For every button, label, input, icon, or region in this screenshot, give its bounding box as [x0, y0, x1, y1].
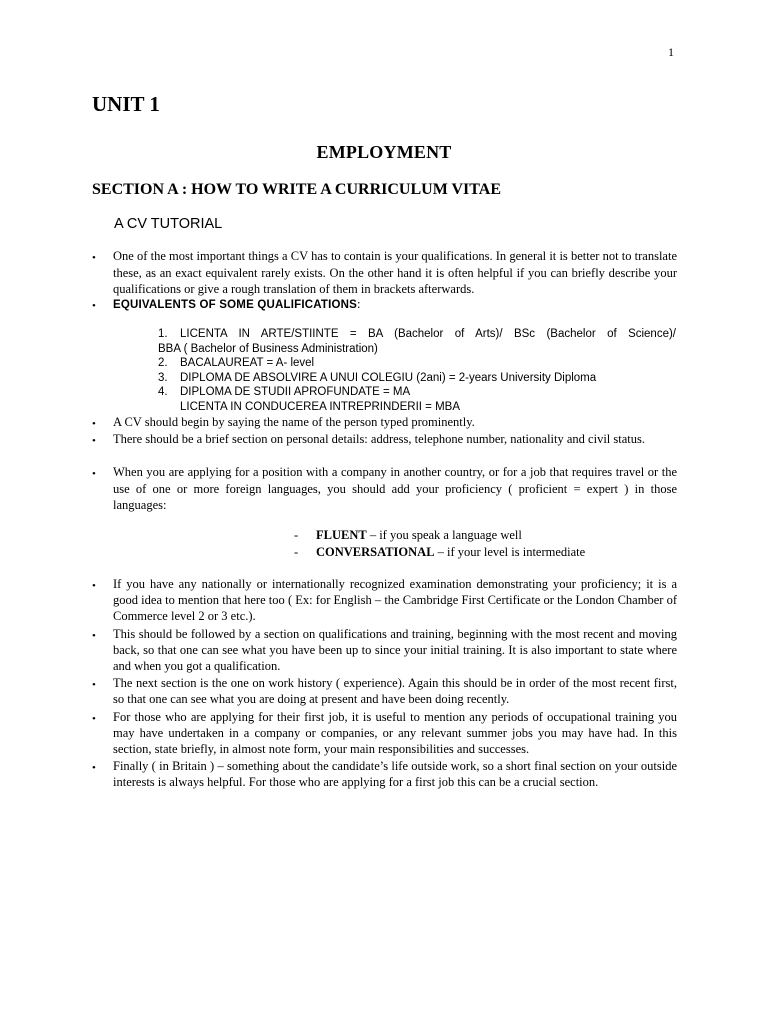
equivalents-colon: : — [357, 297, 361, 311]
qualification-continuation: BBA ( Bachelor of Business Administration) — [158, 342, 378, 355]
unit-heading: UNIT 1 — [92, 92, 160, 116]
qualification-text: LICENTA IN CONDUCEREA INTREPRINDERII = MBA — [180, 400, 460, 413]
qualification-text: DIPLOMA DE STUDII APROFUNDATE = MA — [180, 386, 411, 398]
bullet-icon: • — [92, 762, 96, 774]
bullet-icon: • — [92, 713, 96, 725]
dash: - — [294, 528, 299, 542]
language-desc: – if you speak a language well — [366, 528, 522, 542]
language-level-conversational — [294, 544, 585, 561]
paragraph-first-job: For those who are applying for their first job, it is useful to mention any periods of occupational training you may have undertaken in a company or companies, or any relevant summer jobs you may have had. In this section, state briefly, in almost note form, your main responsibilities and successes. — [113, 710, 677, 756]
qualification-item — [158, 356, 676, 371]
page-title: EMPLOYMENT — [316, 142, 452, 162]
qualification-item — [158, 371, 676, 386]
bullet-icon: • — [92, 435, 96, 447]
qualification-text: LICENTA IN ARTE/STIINTE = BA (Bachelor of Arts)/ BSc (Bachelor of Science)/ — [180, 328, 676, 340]
paragraph-examinations: If you have any nationally or internationally recognized examination demonstrating your proficiency; it is a good idea to mention that here too ( Ex: for English – the Cambridge First Certificate or the London Chamber of Commerce level 2 or 3 etc.). — [113, 577, 677, 623]
qualification-number: 1. — [158, 328, 168, 340]
qualification-item — [158, 400, 676, 415]
equivalents-heading — [113, 296, 677, 314]
dash: - — [294, 545, 299, 559]
paragraph-training: This should be followed by a section on qualifications and training, beginning with the most recent and moving back, so that one can see what you have been up to since your initial training. It is also important to state where and when you got a qualification. — [113, 627, 677, 673]
paragraph-personal-details: There should be a brief section on personal details: address, telephone number, nationality and civil status. — [113, 432, 645, 446]
qualification-number: 4. — [158, 386, 168, 398]
qualification-item — [158, 385, 676, 400]
language-term: CONVERSATIONAL — [316, 545, 435, 559]
qualification-text: DIPLOMA DE ABSOLVIRE A UNUI COLEGIU (2ani) = 2-years University Diploma — [180, 371, 597, 384]
bullet-icon: • — [92, 300, 96, 312]
bullet-icon: • — [92, 630, 96, 642]
language-level-fluent — [294, 527, 522, 544]
paragraph-languages: When you are applying for a position with a company in another country, or for a job that requires travel or the use of one or more foreign languages, you should add your proficiency ( proficient = expert ) in those languages: — [113, 465, 677, 513]
section-heading: SECTION A : HOW TO WRITE A CURRICULUM VITAE — [92, 181, 501, 198]
bullet-icon: • — [92, 252, 96, 264]
language-desc: – if your level is intermediate — [434, 545, 586, 559]
page-number: 1 — [668, 45, 674, 59]
paragraph-name: A CV should begin by saying the name of the person typed prominently. — [113, 415, 475, 429]
bullet-icon: • — [92, 679, 96, 691]
bullet-icon: • — [92, 418, 96, 430]
language-term: FLUENT — [316, 528, 367, 542]
qualification-number — [158, 400, 180, 415]
paragraph-interests: Finally ( in Britain ) – something about the candidate’s life outside work, so a short final section on your outside interests is always helpful. For those who are applying for a first job this can be a crucial section. — [113, 759, 677, 789]
qualification-text: BACALAUREAT = A- level — [180, 357, 315, 369]
paragraph-work-history: The next section is the one on work history ( experience). Again this should be in order of the most recent first, so that one can see what you are doing at present and have been doing recently. — [113, 676, 677, 706]
paragraph-qualifications: One of the most important things a CV has to contain is your qualifications. In general it is better not to translate these, as an exact equivalent rarely exists. On the other hand it is often helpful if you can briefly describe your qualifications or give a rough translation of them in brackets afterwards. — [113, 249, 677, 297]
qualifications-list — [158, 327, 676, 414]
qualification-number: 3. — [158, 371, 168, 384]
equivalents-heading-text: EQUIVALENTS OF SOME QUALIFICATIONS — [113, 299, 358, 311]
bullet-icon: • — [92, 580, 96, 592]
bullet-icon: • — [92, 468, 96, 480]
subsection-heading: A CV TUTORIAL — [114, 216, 223, 232]
qualification-item — [158, 327, 676, 342]
qualification-number: 2. — [158, 357, 168, 369]
